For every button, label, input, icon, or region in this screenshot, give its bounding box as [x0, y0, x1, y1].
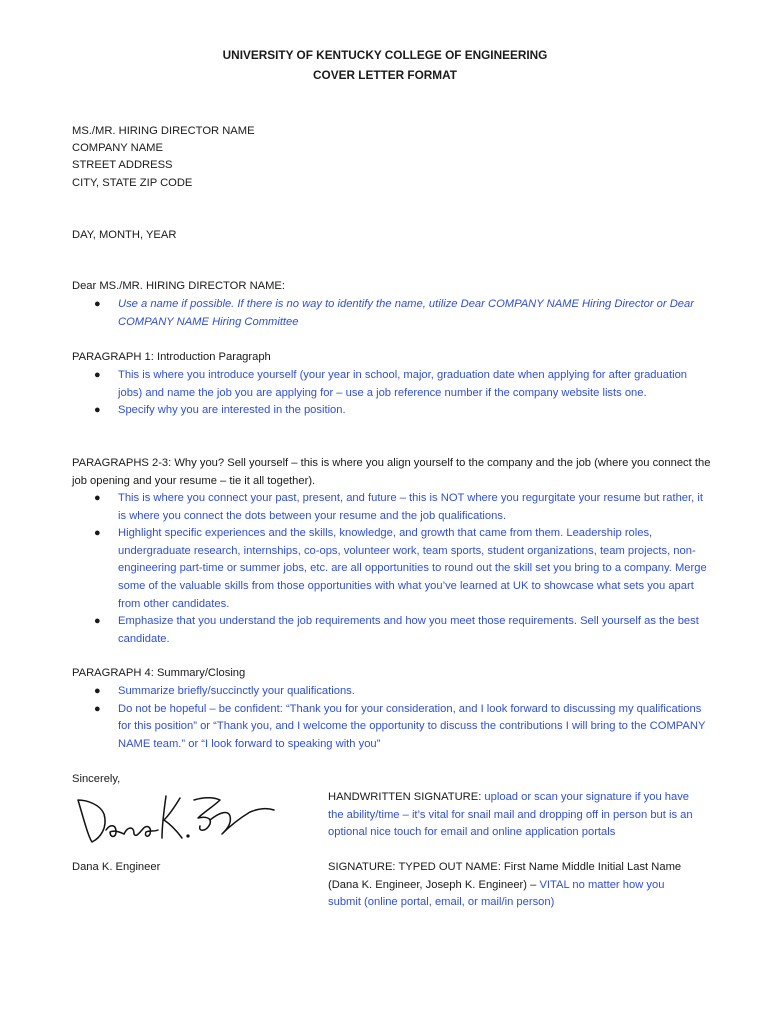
- bullet-icon: ●: [94, 369, 101, 381]
- handwritten-signature: [70, 790, 280, 850]
- bullet-icon: ●: [94, 298, 101, 310]
- list-item: ● This is where you introduce yourself (your year in school, major, graduation date when applying for after graduation jobs) and name the job you are applying for – use a job reference number if the company website lists one.: [94, 369, 688, 399]
- bullet-icon: ●: [94, 702, 101, 715]
- typed-signature-note: [328, 859, 698, 912]
- bullet-icon: ●: [94, 527, 101, 540]
- salutation: Dear MS./MR. HIRING DIRECTOR NAME:: [72, 280, 285, 292]
- address-line-name: MS./MR. HIRING DIRECTOR NAME: [72, 125, 255, 137]
- list-item: ● Summarize briefly/succinctly your qualifications.: [72, 683, 712, 701]
- address-line-company: COMPANY NAME: [72, 142, 163, 154]
- typed-desc: VITAL no matter how you submit (online portal, email, or mail/in person): [328, 878, 665, 909]
- address-line-city: CITY, STATE ZIP CODE: [72, 177, 193, 189]
- date-line: DAY, MONTH, YEAR: [72, 229, 177, 241]
- bullet-icon: ●: [94, 404, 101, 417]
- typed-name: Dana K. Engineer: [72, 861, 161, 873]
- paragraph2-heading: PARAGRAPHS 2-3: Why you? Sell yourself – this is where you align yourself to the company and the job (where you connect the job opening and your resume – tie it all together).: [72, 457, 711, 487]
- salutation-bullets: [72, 296, 712, 331]
- document-subtitle: COVER LETTER FORMAT: [313, 68, 457, 82]
- bullet-icon: ●: [94, 685, 101, 697]
- list-item: ● Specify why you are interested in the position.: [72, 402, 712, 420]
- list-item: ● Do not be hopeful – be confident: “Thank you for your consideration, and I look forward to discussing my qualifications for this position” or “Thank you, and I welcome the opportunity to discuss the contributions I will bring to the COMPANY NAME team.” or “I look forward to speaking with you”: [94, 702, 706, 750]
- typed-label: SIGNATURE: TYPED OUT NAME: First Name Middle Initial Last Name (Dana K. Engineer, Joseph K. Engineer) –: [328, 861, 682, 891]
- bullet-icon: ●: [94, 492, 101, 504]
- list-item: ● Use a name if possible. If there is no way to identify the name, utilize Dear COMPANY NAME Hiring Director or Dear COMPANY NAME Hiring Committee: [94, 298, 694, 328]
- list-item: ● This is where you connect your past, present, and future – this is NOT where you regurgitate your resume but rather, it is where you connect the dots between your resume and the job qualifications.: [94, 492, 703, 522]
- paragraph2-bullets: [72, 490, 712, 648]
- list-item: ● Emphasize that you understand the job requirements and how you meet those requirements. Sell yourself as the best candidate.: [94, 615, 699, 645]
- paragraph1-heading: PARAGRAPH 1: Introduction Paragraph: [72, 351, 271, 363]
- document-title: UNIVERSITY OF KENTUCKY COLLEGE OF ENGINEERING: [222, 48, 548, 62]
- handwritten-signature-note: [328, 789, 698, 842]
- handwritten-label: HANDWRITTEN SIGNATURE:: [328, 791, 482, 803]
- bullet-icon: ●: [94, 615, 101, 628]
- paragraph4-heading: PARAGRAPH 4: Summary/Closing: [72, 667, 246, 679]
- closing-sincerely: Sincerely,: [72, 773, 121, 785]
- address-line-street: STREET ADDRESS: [72, 159, 173, 171]
- handwritten-desc: upload or scan your signature if you have the ability/time – it’s vital for snail mail and dropping off in person but is an optional nice touch for email and online application portals: [328, 791, 693, 839]
- paragraph1-bullets: [72, 367, 712, 420]
- paragraph4-bullets: [72, 683, 712, 753]
- list-item: ● Highlight specific experiences and the skills, knowledge, and growth that came from them. Leadership roles, undergraduate research, internships, co-ops, volunteer work, team sports, student organizations, team projects, non-engineering part-time or summer jobs, etc. are all opportunities to round out the skill set you bring to a company. Merge some of the valuable skills from those opportunities with what you’ve learned at UK to showcase what sets you apart from other candidates.: [94, 527, 707, 610]
